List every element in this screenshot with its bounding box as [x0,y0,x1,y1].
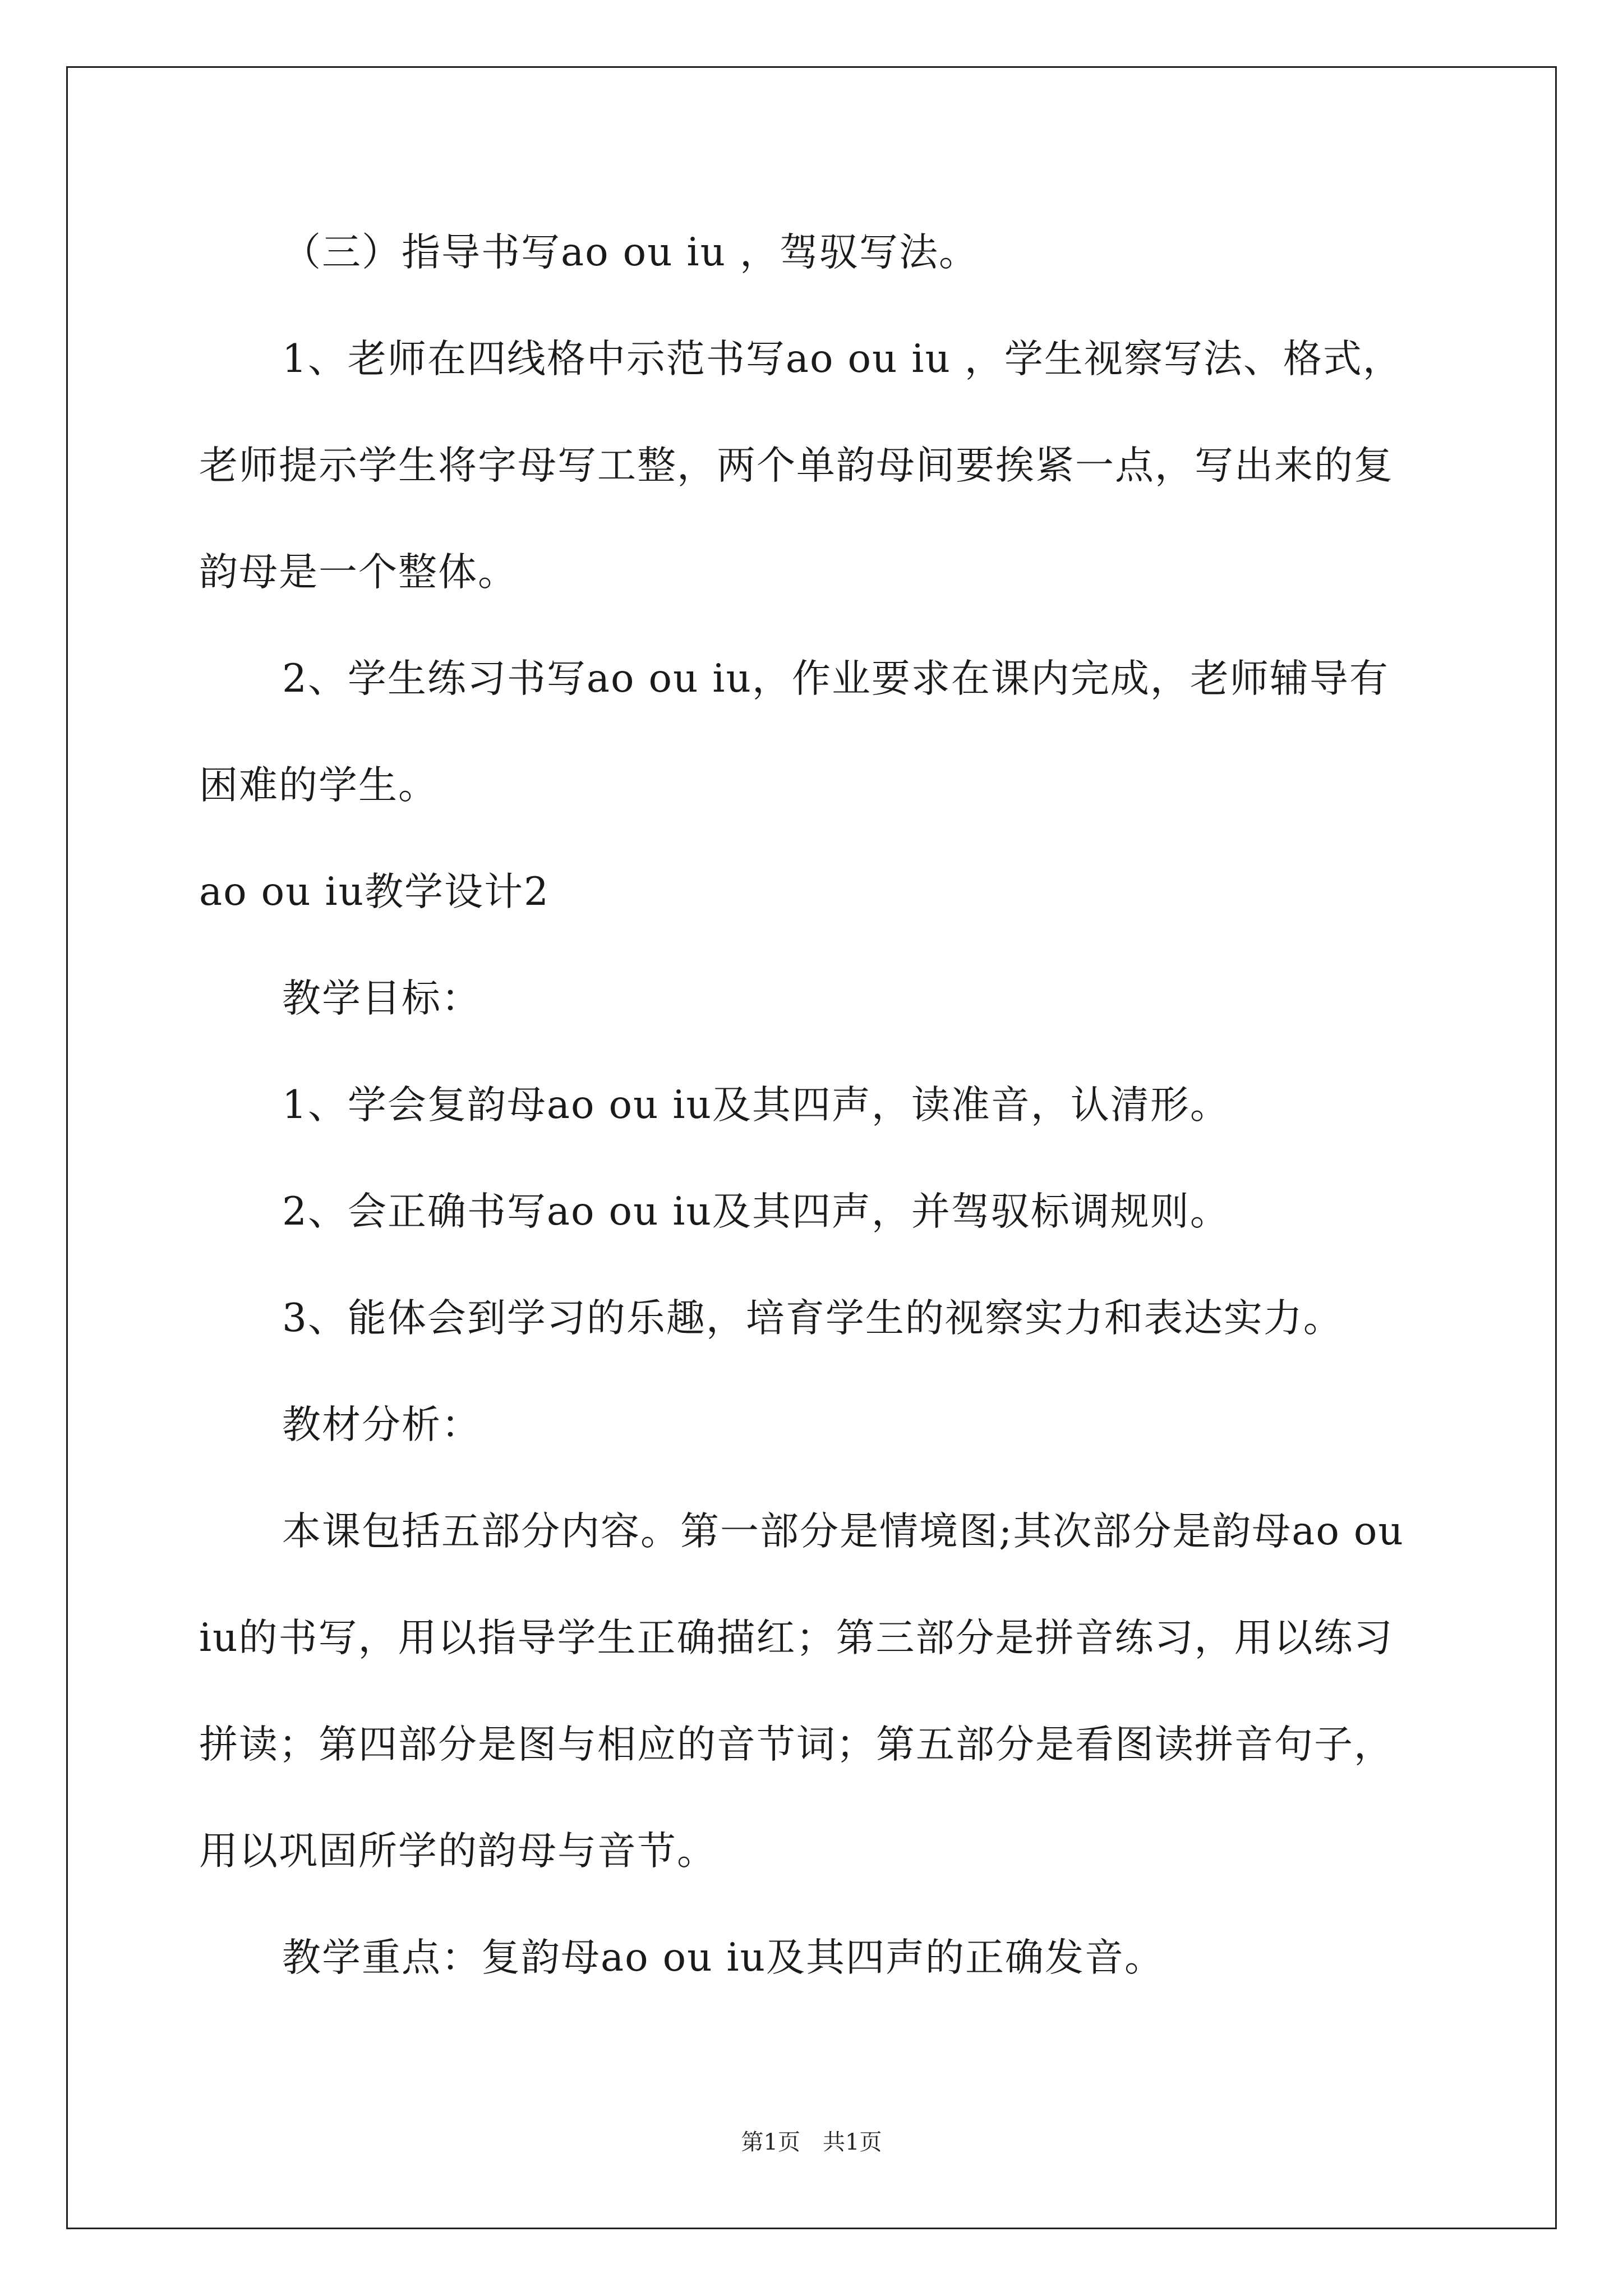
paragraph-line: 拼读；第四部分是图与相应的音节词；第五部分是看图读拼音句子， [199,1722,1394,1767]
paragraph-line: iu的书写，用以指导学生正确描红；第三部分是拼音练习，用以练习 [199,1616,1394,1660]
paragraph-line: 1、学会复韵母ao ou iu及其四声，读准音，认清形。 [282,1083,1230,1128]
paragraph-line: 用以巩固所学的韵母与音节。 [199,1829,717,1874]
paragraph-line: 困难的学生。 [199,763,438,808]
section-heading: ao ou iu教学设计2 [199,869,550,914]
paragraph-line: 2、会正确书写ao ou iu及其四声，并驾驭标调规则。 [282,1189,1230,1234]
paragraph-line: 老师提示学生将字母写工整，两个单韵母间要挨紧一点，写出来的复 [199,443,1394,488]
paragraph-line: 教学重点：复韵母ao ou iu及其四声的正确发音。 [282,1935,1165,1980]
paragraph-line: 本课包括五部分内容。第一部分是情境图;其次部分是韵母ao ou [282,1509,1404,1554]
page-footer: 第1页 共1页 [741,2129,882,2155]
paragraph-line: （三）指导书写ao ou iu ，驾驭写法。 [282,230,979,275]
page-border [66,66,1557,2229]
paragraph-line: 教学目标： [282,976,481,1021]
paragraph-line: 1、老师在四线格中示范书写ao ou iu ，学生视察写法、格式， [282,337,1403,381]
paragraph-line: 2、学生练习书写ao ou iu，作业要求在课内完成，老师辅导有 [282,656,1389,701]
paragraph-line: 韵母是一个整体。 [199,550,518,595]
paragraph-line: 3、能体会到学习的乐趣，培育学生的视察实力和表达实力。 [282,1296,1343,1341]
paragraph-line: 教材分析： [282,1402,481,1447]
